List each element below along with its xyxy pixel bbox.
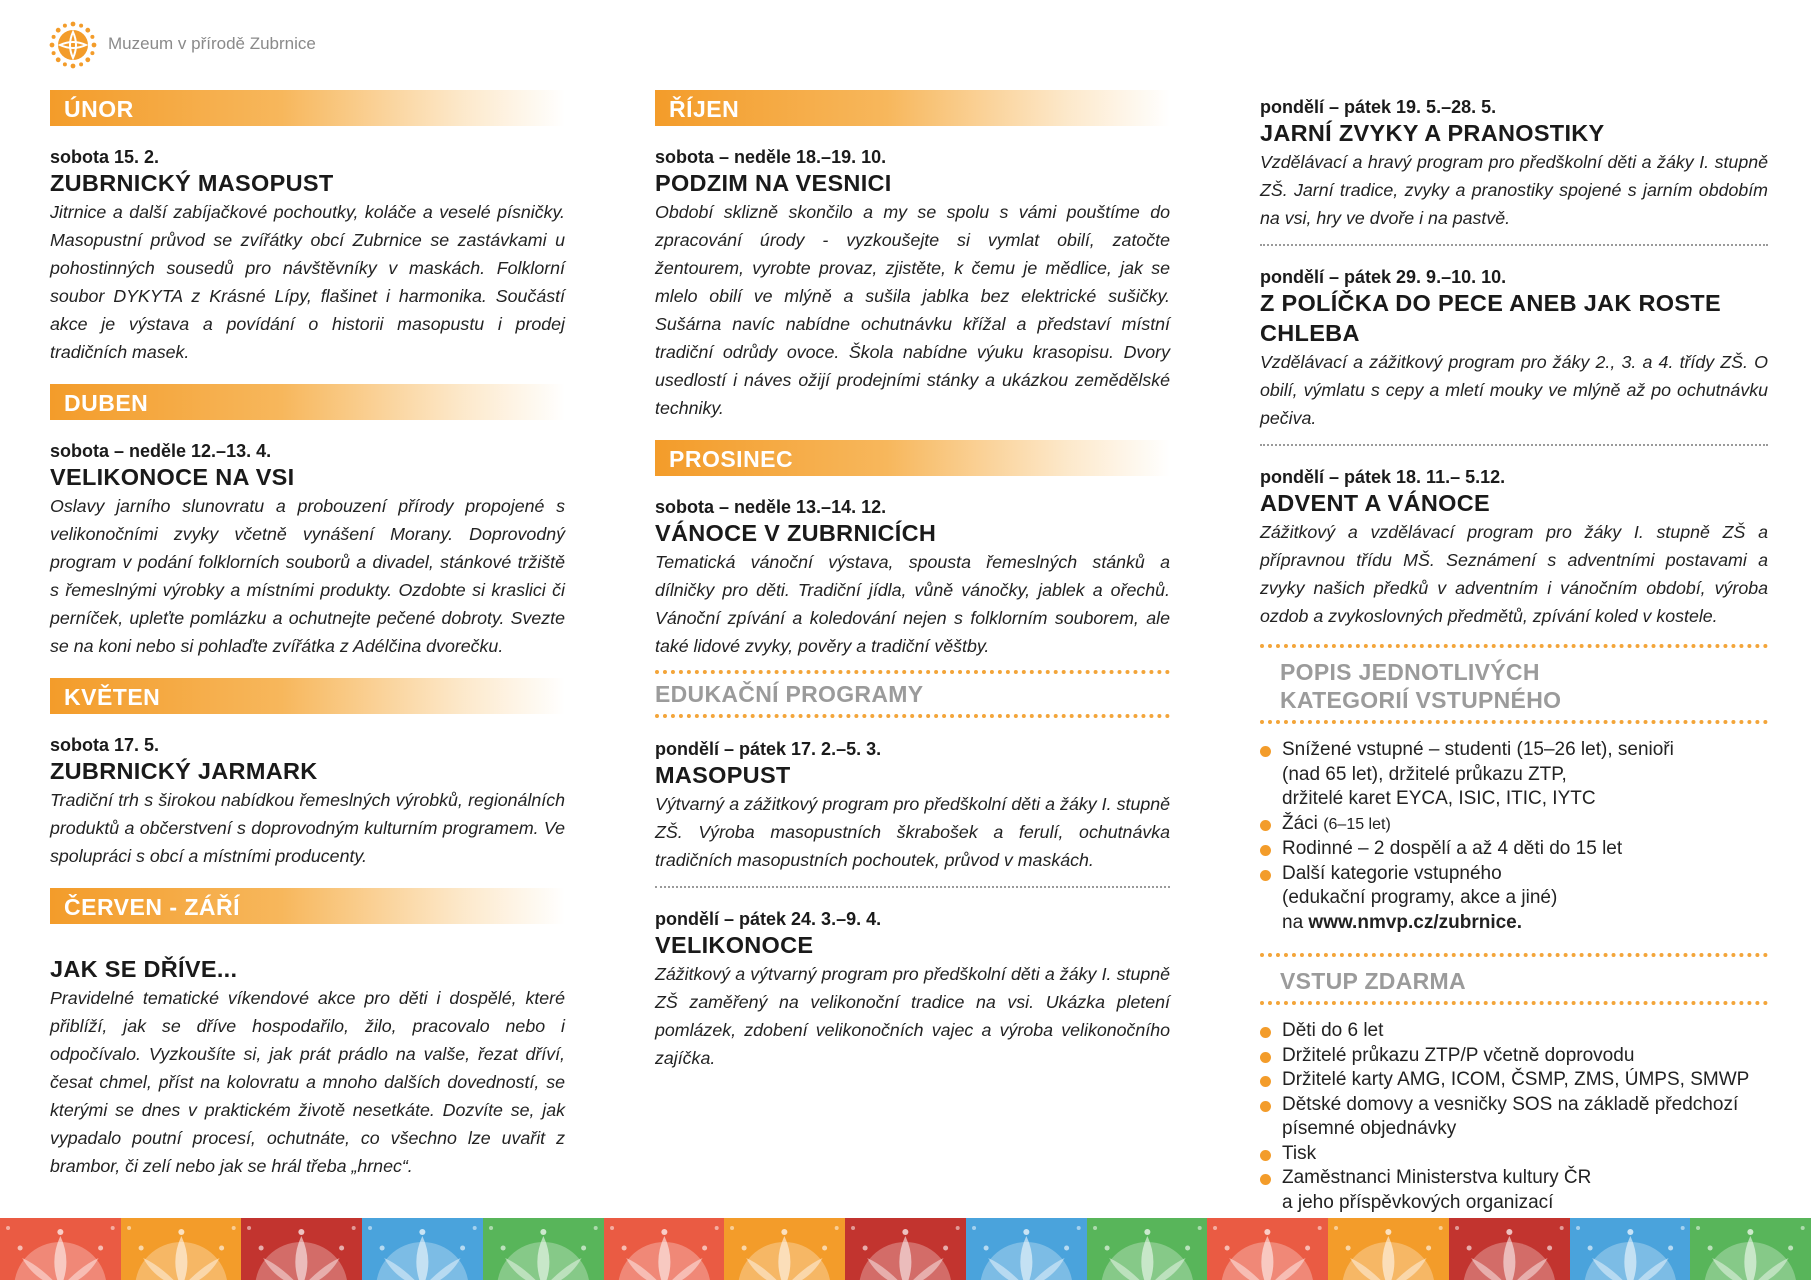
event-block: [50, 954, 565, 1180]
column-left: [50, 90, 565, 1198]
ornament-tile: [1690, 1218, 1811, 1280]
event-block: [50, 734, 565, 870]
list-item: [1260, 812, 1768, 838]
divider-orange-dotted: [655, 714, 1170, 718]
ornament-tile: [845, 1218, 966, 1280]
museum-logo-icon: [48, 20, 98, 70]
list-item-text: Dětské domovy a vesničky SOS na základě předchozí: [1282, 1093, 1739, 1115]
ornament-tile: [724, 1218, 845, 1280]
event-description: Pravidelné tematické víkendové akce pro děti i dospělé, které přiblíží, jak se dříve hospodařilo, žilo, pracovalo nebo i odpočívalo. Vyzkoušíte si, jak prát prádlo na valše, řezat dříví, česat chmel, příst na kolovratu a mnoho dalších dovedností, se kterými se dnes v praktickém životě nesetkáte. Dozvíte se, jak vypadalo poutní procesí, ochutnáte, co všechno lze uvařit z brambor, či zelí nebo jak se hrál třeba „hrnec“.: [50, 988, 565, 1176]
event-title: ADVENT A VÁNOCE: [1260, 490, 1490, 516]
free-entry-list: [1260, 1019, 1768, 1215]
event-title: MASOPUST: [655, 762, 791, 788]
month-banner-rijen: ŘÍJEN: [655, 90, 1170, 126]
event-title: JARNÍ ZVYKY A PRANOSTIKY: [1260, 120, 1605, 146]
ornament-tile: [241, 1218, 362, 1280]
list-item-text: a jeho příspěvkových organizací: [1282, 1191, 1554, 1213]
month-banner-duben: DUBEN: [50, 384, 565, 420]
ornament-tile: [1087, 1218, 1208, 1280]
ornament-tile: [1328, 1218, 1449, 1280]
list-item: [1260, 1044, 1768, 1069]
column-right: [1260, 96, 1768, 1233]
month-banner-cerven-zari: ČERVEN - ZÁŘÍ: [50, 888, 565, 924]
list-item: [1260, 1068, 1768, 1093]
event-title: Z POLÍČKA DO PECE ANEB JAK ROSTE CHLEBA: [1260, 290, 1721, 346]
event-date: sobota – neděle 12.–13. 4.: [50, 441, 272, 461]
list-item: [1260, 738, 1768, 812]
list-item: [1260, 1093, 1768, 1142]
event-title: ZUBRNICKÝ MASOPUST: [50, 170, 334, 196]
column-middle: [655, 90, 1170, 1090]
divider-dotted: [1260, 244, 1768, 246]
list-item-text: Rodinné – 2 dospělí a až 4 děti do 15 let: [1282, 838, 1623, 859]
event-date: sobota – neděle 18.–19. 10.: [655, 147, 887, 167]
list-item-text: na: [1282, 911, 1304, 933]
list-item-text: Žáci: [1282, 812, 1318, 834]
edu-program-block: [1260, 266, 1768, 432]
event-description: Oslavy jarního slunovratu a probouzení přírody propojené s velikonočními zvyky včetně vynášení Morany. Doprovodný program v podání folklorních souborů a divadel, stánkové tržiště s řemeslnými výrobky a místními produkty. Ozdobte si kraslici či perníček, upleťte pomlázku a ochutnejte pečené dobroty. Svezte se na koni nebo si pohlaďte zvířátka z Adélčina dvorečku.: [50, 496, 565, 656]
list-item-text: Snížené vstupné – studenti (15–26 let), senioři: [1282, 739, 1674, 760]
event-date: pondělí – pátek 29. 9.–10. 10.: [1260, 267, 1507, 287]
month-banner-kveten: KVĚTEN: [50, 678, 565, 714]
event-description: Zážitkový a vzdělávací program pro žáky I. stupně ZŠ a přípravnou třídu MŠ. Seznámení s adventními postavami a zvyky našich předků v adventním i vánočním období, výroba ozdob a zvykoslovných předmětů, zpívání koled v kostele.: [1260, 522, 1768, 626]
list-item-text: (edukační programy, akce a jiné): [1282, 887, 1558, 908]
event-title: JAK SE DŘÍVE...: [50, 956, 238, 982]
event-description: Tradiční trh s širokou nabídkou řemeslných výrobků, regionálních produktů a občerstvení s doprovodným kulturním programem. Ve spolupráci s obcí a místními producenty.: [50, 790, 565, 866]
admission-categories-list: [1260, 738, 1768, 935]
edu-programs-heading-block: [655, 670, 1170, 718]
admission-categories-heading: [1260, 648, 1768, 720]
event-description: Výtvarný a zážitkový program pro předškolní děti a žáky I. stupně ZŠ. Výroba masopustních škrabošek a ferulí, ochutnávka tradičních masopustních pochoutek, průvod v maskách.: [655, 794, 1170, 870]
list-item-text: Děti do 6 let: [1282, 1020, 1384, 1041]
event-date: pondělí – pátek 17. 2.–5. 3.: [655, 739, 882, 759]
list-item: [1260, 1019, 1768, 1044]
event-title: VELIKONOCE NA VSI: [50, 464, 295, 490]
event-date: pondělí – pátek 18. 11.– 5.12.: [1260, 467, 1506, 487]
edu-program-block: [1260, 96, 1768, 232]
admission-categories-box: [1260, 644, 1768, 935]
event-description: Tematická vánoční výstava, spousta řemeslných stánků a dílničky pro děti. Tradiční jídla, vůně vánočky, jablek a ořechů. Vánoční zpívání a koledování nejen s folklorním souborem, ale také lidové zvyky, pověry a tradiční věštby.: [655, 552, 1170, 656]
divider-dotted: [1260, 444, 1768, 446]
free-entry-box: [1260, 953, 1768, 1215]
heading-line: KATEGORIÍ VSTUPNÉHO: [1280, 687, 1562, 713]
website-link[interactable]: www.nmvp.cz/zubrnice.: [1308, 911, 1523, 933]
divider-orange-dotted: [1260, 1001, 1768, 1005]
edu-program-block: [655, 738, 1170, 874]
list-item: [1260, 1142, 1768, 1167]
divider-orange-dotted: [1260, 720, 1768, 724]
event-date: pondělí – pátek 24. 3.–9. 4.: [655, 909, 882, 929]
event-title: VELIKONOCE: [655, 932, 814, 958]
ornament-tile: [1207, 1218, 1328, 1280]
list-item-text: (nad 65 let), držitelé průkazu ZTP,: [1282, 763, 1567, 785]
event-description: Vzdělávací a hravý program pro předškolní děti a žáky I. stupně ZŠ. Jarní tradice, zvyky a pranostiky spojené s jarním obdobím na vsi, hry ve dvoře i na pastvě.: [1260, 152, 1768, 228]
month-banner-prosinec: PROSINEC: [655, 440, 1170, 476]
edu-program-block: [655, 908, 1170, 1072]
event-description: Období sklizně skončilo a my se spolu s vámi pouštíme do zpracování úrody - vyzkoušejte si vymlat obilí, zatočte žentourem, vyrobte provaz, zjistěte, k čemu je mědlice, jak se mlelo obilí ve mlýně a sušila jablka bez elektrické sušičky. Sušárna navíc nabídne ochutnávku křížal a představí místní tradiční odrůdy ovoce. Škola nabídne výuku krasopisu. Dvory usedlostí i náves ožijí prodejními stánky a ukázkou zemědělské techniky.: [655, 202, 1170, 418]
ornament-tile: [483, 1218, 604, 1280]
event-block: [655, 496, 1170, 660]
event-block: [655, 146, 1170, 422]
list-item-text: Tisk: [1282, 1142, 1317, 1164]
list-item: [1260, 837, 1768, 862]
list-item-text: [1282, 911, 1768, 936]
free-entry-heading: VSTUP ZDARMA: [1280, 968, 1466, 994]
edu-programs-heading: EDUKAČNÍ PROGRAMY: [655, 681, 924, 707]
event-date: sobota 17. 5.: [50, 735, 160, 755]
list-item-text: Držitelé průkazu ZTP/P včetně doprovodu: [1282, 1044, 1635, 1066]
list-item-text: písemné objednávky: [1282, 1118, 1457, 1139]
event-block: [50, 146, 565, 366]
edu-program-block: [1260, 466, 1768, 630]
list-item: [1260, 862, 1768, 936]
ornament-tile: [121, 1218, 242, 1280]
event-date: sobota – neděle 13.–14. 12.: [655, 497, 887, 517]
list-item-note: (6–15 let): [1323, 815, 1391, 833]
folk-ornament-pattern-strip: [0, 1218, 1811, 1280]
list-item-text: držitelé karet EYCA, ISIC, ITIC, IYTC: [1282, 788, 1596, 809]
museum-name: Muzeum v přírodě Zubrnice: [108, 34, 316, 53]
month-banner-unor: ÚNOR: [50, 90, 565, 126]
list-item-text: Další kategorie vstupného: [1282, 862, 1502, 884]
ornament-tile: [0, 1218, 121, 1280]
event-block: [50, 440, 565, 660]
event-title: VÁNOCE V ZUBRNICÍCH: [655, 520, 937, 546]
ornament-tile: [1570, 1218, 1691, 1280]
event-description: Vzdělávací a zážitkový program pro žáky 2., 3. a 4. třídy ZŠ. O obilí, výmlatu s cepy a mletí mouky ve mlýně až po ochutnávku pečiva.: [1260, 352, 1768, 428]
event-description: Zážitkový a výtvarný program pro předškolní děti a žáky I. stupně ZŠ zaměřený na velikonoční tradice na vsi. Ukázka pletení pomlázek, zdobení velikonočních vajec a výroba velikonočního zajíčka.: [655, 964, 1170, 1068]
list-item-text: Držitelé karty AMG, ICOM, ČSMP, ZMS, ÚMPS, SMWP: [1282, 1069, 1750, 1090]
list-item: [1260, 1166, 1768, 1215]
ornament-tile: [362, 1218, 483, 1280]
event-title: PODZIM NA VESNICI: [655, 170, 892, 196]
heading-line: POPIS JEDNOTLIVÝCH: [1280, 659, 1540, 685]
divider-dotted: [655, 886, 1170, 888]
ornament-tile: [1449, 1218, 1570, 1280]
event-title: ZUBRNICKÝ JARMARK: [50, 758, 318, 784]
event-date: pondělí – pátek 19. 5.–28. 5.: [1260, 97, 1497, 117]
event-description: Jitrnice a další zabíjačkové pochoutky, koláče a veselé písničky. Masopustní průvod se zvířátky obcí Zubrnice se zastávkami u pohostinných sousedů pro návštěvníky v maskách. Folklorní soubor DYKYTA z Krásné Lípy, flašinet i harmonika. Součástí akce je výstava a povídání o historii masopustu i prodej tradičních masek.: [50, 202, 565, 362]
event-date: sobota 15. 2.: [50, 147, 160, 167]
list-item-text: Zaměstnanci Ministerstva kultury ČR: [1282, 1167, 1592, 1188]
ornament-tile: [604, 1218, 725, 1280]
ornament-tile: [966, 1218, 1087, 1280]
